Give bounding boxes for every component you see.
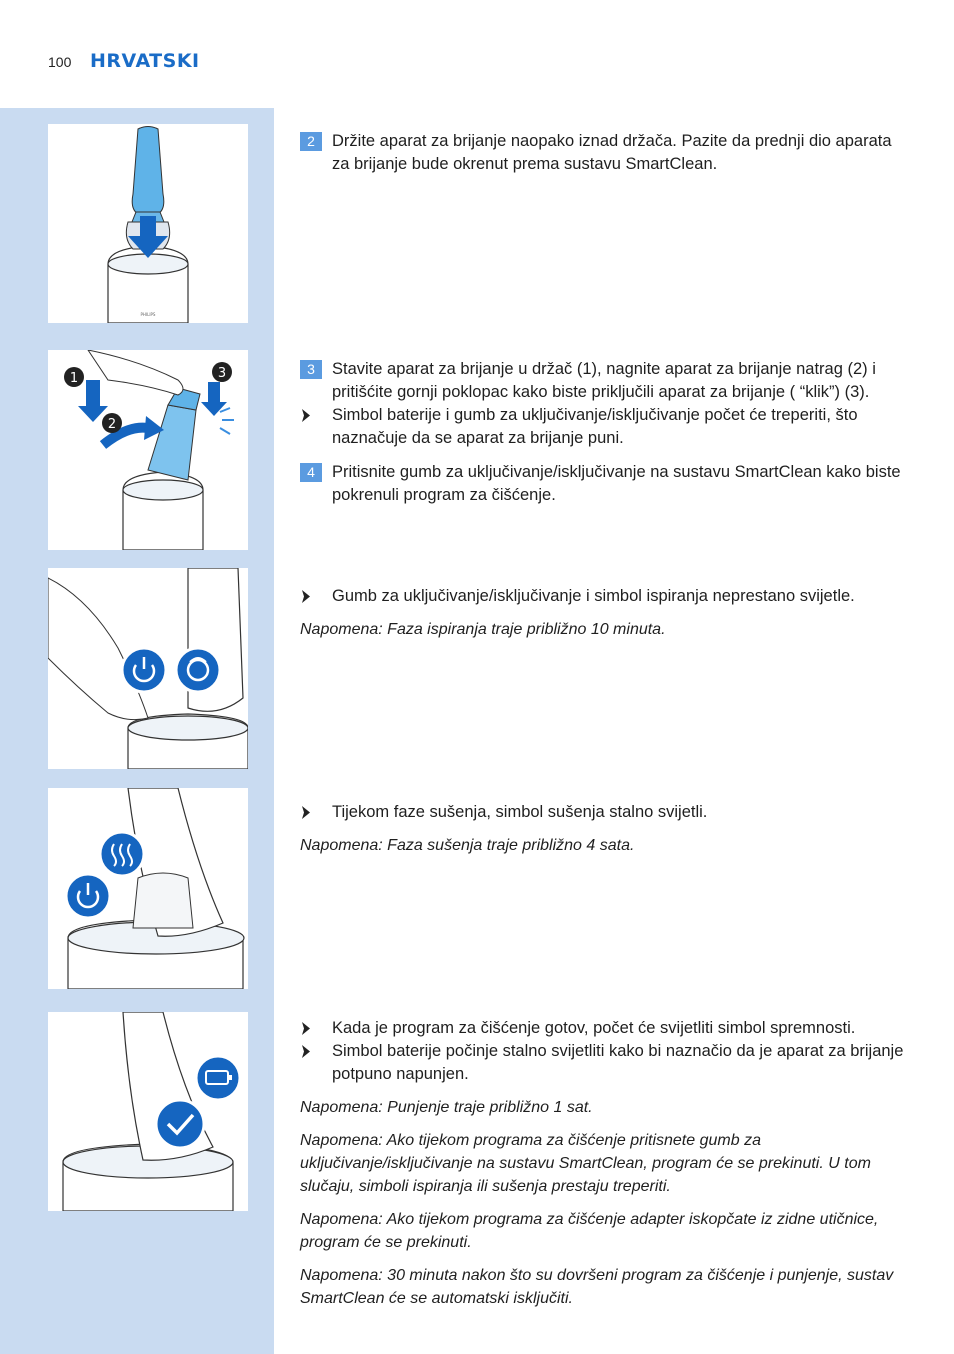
note-text: Napomena: Ako tijekom programa za čišćenje pritisnete gumb za uključivanje/isključivanje na sustavu SmartClean, program će se prekinuti. U tom slučaju, simboli ispiranja ili sušenja prestaju treperiti. xyxy=(300,1132,871,1195)
bullet-icon xyxy=(302,806,310,819)
bullet-item xyxy=(300,1017,910,1040)
bullet-item xyxy=(300,404,910,450)
bullet-icon xyxy=(302,409,310,422)
note-text: Napomena: Faza sušenja traje približno 4 sata. xyxy=(300,837,635,854)
illustration-attach-shaver xyxy=(48,350,248,550)
note-text: Napomena: 30 minuta nakon što su dovršeni program za čišćenje i punjenje, sustav SmartClean će se automatski isključiti. xyxy=(300,1267,894,1307)
power-icon xyxy=(66,874,110,918)
panel-pointer xyxy=(248,365,274,393)
note-text: Napomena: Punjenje traje približno 1 sat. xyxy=(300,1099,593,1116)
step-text: Držite aparat za brijanje naopako iznad držača. Pazite da prednji dio aparata za brijanje bude okrenut prema sustavu SmartClean. xyxy=(332,132,892,173)
bullet-item xyxy=(300,585,910,608)
bullet-icon xyxy=(302,590,310,603)
step-text: Pritisnite gumb za uključivanje/isključivanje na sustavu SmartClean kako biste pokrenuli program za čišćenje. xyxy=(332,463,901,504)
step-number: 2 xyxy=(300,132,322,151)
bullet-text: Kada je program za čišćenje gotov, počet će svijetliti simbol spremnosti. xyxy=(332,1019,856,1037)
bullet-text: Gumb za uključivanje/isključivanje i simbol ispiranja neprestano svijetle. xyxy=(332,587,855,605)
step-item xyxy=(300,358,910,404)
brand-label: PHILIPS xyxy=(140,312,156,317)
panel-pointer xyxy=(248,803,274,831)
bullet-text: Simbol baterije počinje stalno svijetliti kako bi naznačio da je aparat za brijanje potpuno napunjen. xyxy=(332,1042,904,1083)
section-rinse xyxy=(300,585,910,641)
battery-icon xyxy=(196,1056,240,1100)
panel-pointer xyxy=(248,1025,274,1053)
illustration-drying-phase xyxy=(48,788,248,989)
illustration-rinse-phase xyxy=(48,568,248,769)
note-text: Napomena: Faza ispiranja traje približno 10 minuta. xyxy=(300,621,666,638)
marker-3: 3 xyxy=(217,366,227,381)
panel-pointer xyxy=(248,138,274,166)
section-ready xyxy=(300,1017,910,1310)
rinse-icon xyxy=(176,648,220,692)
power-icon xyxy=(122,648,166,692)
bullet-text: Simbol baterije i gumb za uključivanje/isključivanje počet će treperiti, što naznačuje da se aparat za brijanje puni. xyxy=(332,406,858,447)
page-number: 100 xyxy=(48,54,72,70)
bullet-item xyxy=(300,801,910,824)
ready-check-icon xyxy=(156,1100,204,1148)
drying-icon xyxy=(100,832,144,876)
bullet-icon xyxy=(302,1022,310,1035)
note-text: Napomena: Ako tijekom programa za čišćenje adapter iskopčate iz zidne utičnice, program će se prekinuti. xyxy=(300,1211,879,1251)
step-number: 4 xyxy=(300,463,322,482)
bullet-text: Tijekom faze sušenja, simbol sušenja stalno svijetli. xyxy=(332,803,708,821)
step-text: Stavite aparat za brijanje u držač (1), nagnite aparat za brijanje natrag (2) i pritišćite gornji poklopac kako biste priključili aparat za brijanje ( “klik”) (3). xyxy=(332,360,876,401)
bullet-item xyxy=(300,1040,910,1086)
language-title: HRVATSKI xyxy=(90,50,200,72)
step-number: 3 xyxy=(300,360,322,379)
marker-2: 2 xyxy=(107,417,117,432)
section-step-2 xyxy=(300,130,910,186)
step-item xyxy=(300,130,910,176)
bullet-icon xyxy=(302,1045,310,1058)
illustration-ready xyxy=(48,1012,248,1211)
panel-pointer xyxy=(248,581,274,609)
illustration-insert-shaver xyxy=(48,124,248,323)
section-drying xyxy=(300,801,910,857)
step-item xyxy=(300,461,910,507)
marker-1: 1 xyxy=(69,371,79,386)
section-step-3-4 xyxy=(300,358,910,517)
